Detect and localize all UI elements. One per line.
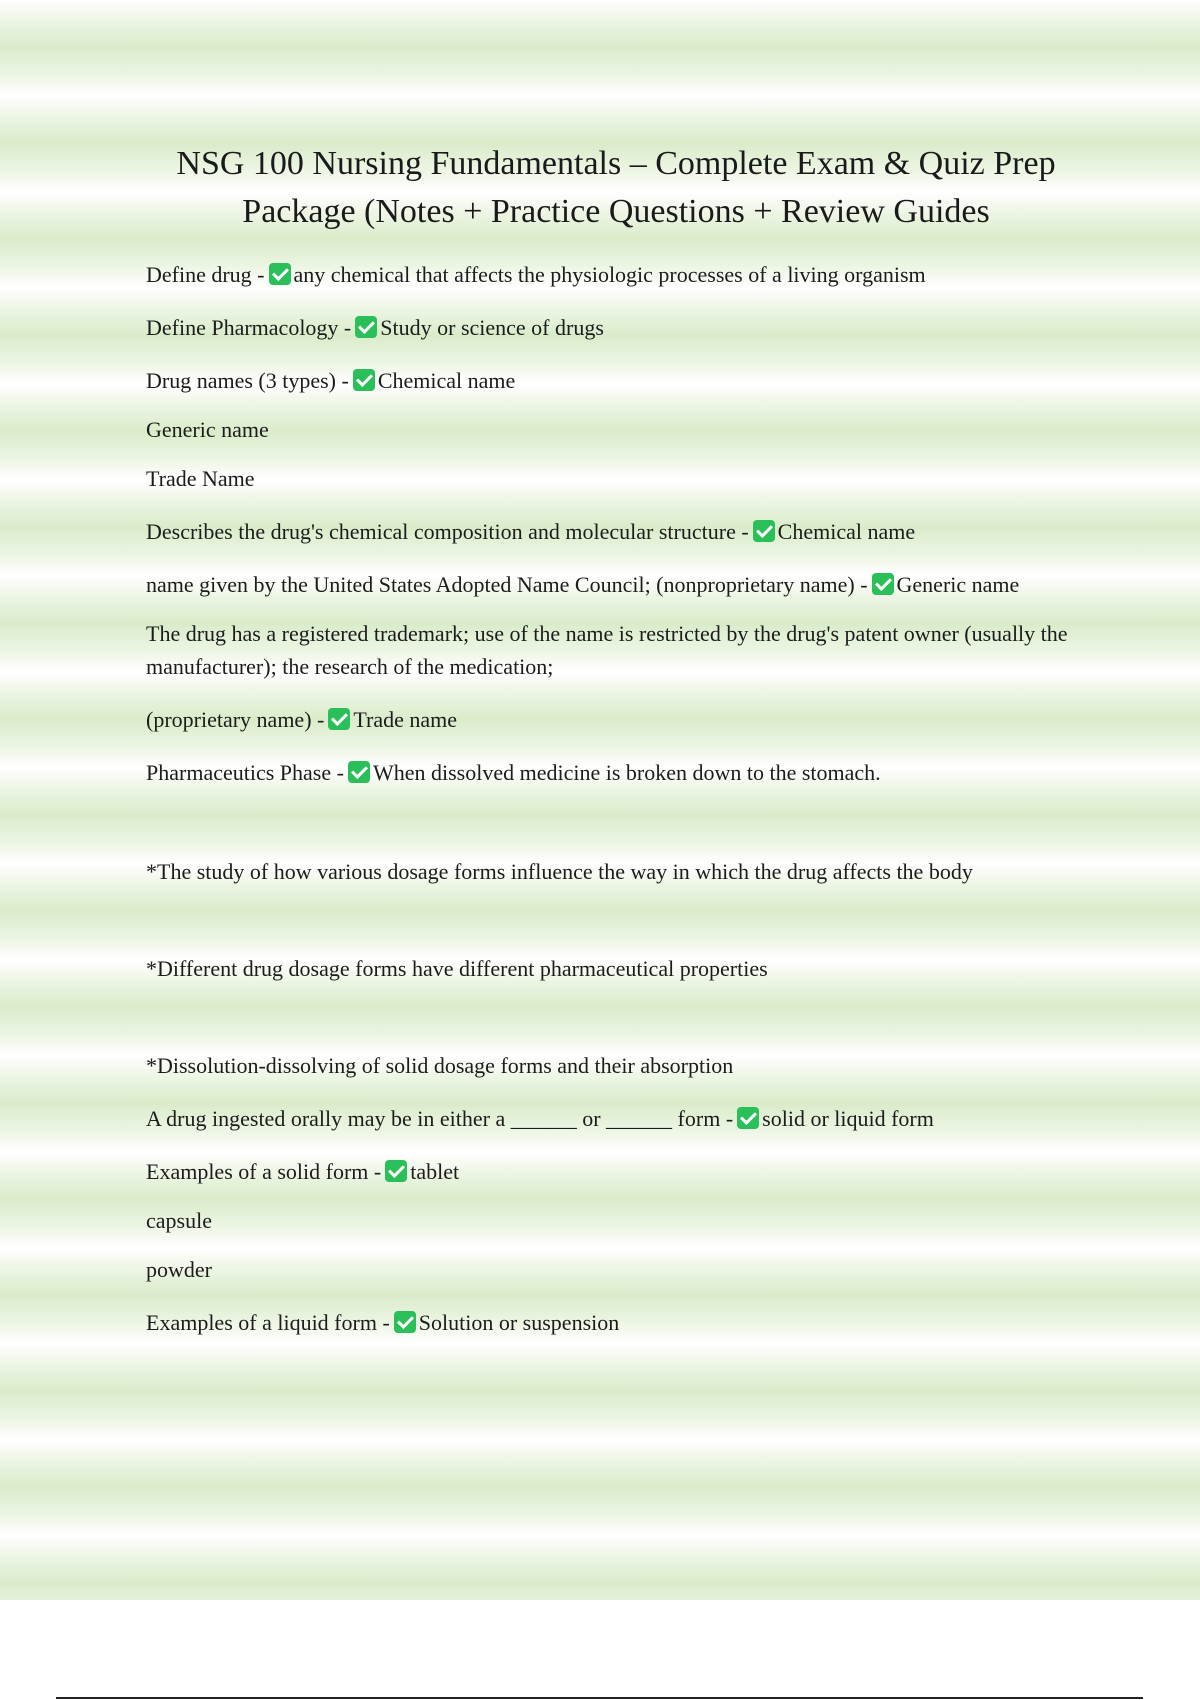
entry-define-drug	[146, 258, 1086, 291]
entry-dissolution	[146, 1049, 1086, 1082]
entry-chemical-composition	[146, 515, 1086, 548]
entry-term: (proprietary name) -	[146, 707, 325, 732]
entry-term: Define drug -	[146, 262, 265, 287]
entry-term: A drug ingested orally may be in either a ______ or ______ form -	[146, 1106, 734, 1131]
entry-trade-name	[146, 462, 1086, 495]
entry-answer: Generic name	[896, 572, 1020, 597]
entry-term: Define Pharmacology -	[146, 315, 352, 340]
entry-term: Trade Name	[146, 466, 255, 491]
document-content	[146, 140, 1086, 1339]
check-box-icon	[269, 263, 291, 285]
check-box-icon	[394, 1311, 416, 1333]
entry-term: powder	[146, 1257, 212, 1282]
check-box-icon	[753, 520, 775, 542]
entry-term: capsule	[146, 1208, 212, 1233]
footer-divider	[56, 1697, 1143, 1699]
entry-term: Pharmaceutics Phase -	[146, 760, 344, 785]
check-box-icon	[737, 1107, 759, 1129]
entry-powder	[146, 1253, 1086, 1286]
entry-answer: Study or science of drugs	[380, 315, 604, 340]
entry-dosage-forms-study	[146, 855, 1086, 888]
check-box-icon	[328, 708, 350, 730]
entry-term: *Dissolution-dissolving of solid dosage forms and their absorption	[146, 1053, 734, 1078]
entry-registered-trademark	[146, 617, 1086, 683]
entry-generic-name	[146, 413, 1086, 446]
entry-term: *Different drug dosage forms have different pharmaceutical properties	[146, 956, 768, 981]
entry-answer: any chemical that affects the physiologic processes of a living organism	[293, 262, 926, 287]
entry-define-pharmacology	[146, 311, 1086, 344]
entry-term: Describes the drug's chemical composition and molecular structure -	[146, 519, 749, 544]
check-box-icon	[355, 316, 377, 338]
entry-drug-names	[146, 364, 1086, 397]
entry-nonproprietary-name	[146, 568, 1086, 601]
entry-oral-forms	[146, 1102, 1086, 1135]
entry-term: The drug has a registered trademark; use of the name is restricted by the drug's patent owner (usually the manufacturer); the research of the medication;	[146, 621, 1068, 679]
entry-capsule	[146, 1204, 1086, 1237]
entry-proprietary-name	[146, 703, 1086, 736]
check-box-icon	[385, 1160, 407, 1182]
entry-term: Generic name	[146, 417, 269, 442]
entry-answer: Chemical name	[377, 368, 516, 393]
entry-answer: Chemical name	[777, 519, 916, 544]
entry-answer: tablet	[410, 1159, 460, 1184]
entry-pharmaceutics-phase	[146, 756, 1086, 789]
check-box-icon	[353, 369, 375, 391]
check-box-icon	[872, 573, 894, 595]
entry-term: name given by the United States Adopted Name Council; (nonproprietary name) -	[146, 572, 868, 597]
entry-term: Examples of a liquid form -	[146, 1310, 390, 1335]
check-box-icon	[348, 761, 370, 783]
entry-solid-examples	[146, 1155, 1086, 1188]
entry-answer: When dissolved medicine is broken down to the stomach.	[372, 760, 881, 785]
entry-dosage-forms-properties	[146, 952, 1086, 985]
entry-answer: Trade name	[353, 707, 458, 732]
entry-answer: solid or liquid form	[762, 1106, 934, 1131]
entry-liquid-examples	[146, 1306, 1086, 1339]
entry-term: *The study of how various dosage forms influence the way in which the drug affects the body	[146, 859, 973, 884]
entry-term: Drug names (3 types) -	[146, 368, 349, 393]
document-title: NSG 100 Nursing Fundamentals – Complete Exam & Quiz Prep Package (Notes + Practice Questions + Review Guides	[176, 145, 1056, 230]
entry-term: Examples of a solid form -	[146, 1159, 382, 1184]
entry-answer: Solution or suspension	[418, 1310, 620, 1335]
